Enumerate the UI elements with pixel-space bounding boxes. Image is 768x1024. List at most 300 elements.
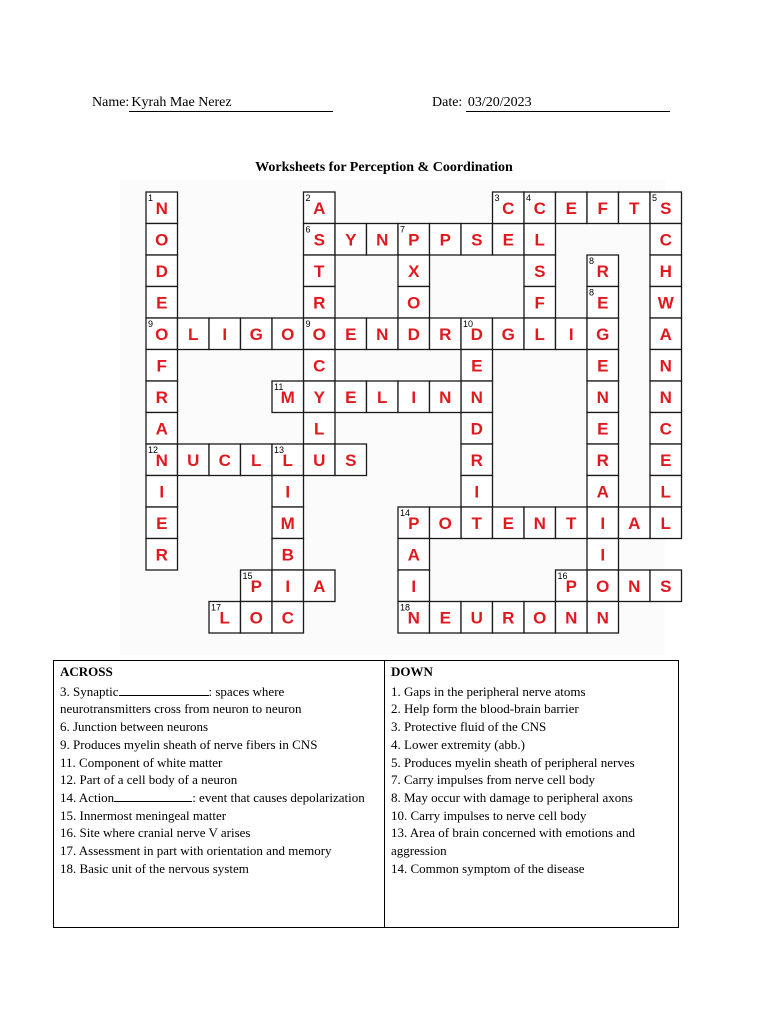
crossword-cell[interactable]: [461, 602, 493, 634]
crossword-cell[interactable]: [493, 507, 525, 539]
crossword-cell[interactable]: [556, 602, 588, 634]
crossword-cell[interactable]: [650, 255, 682, 287]
crossword-cell[interactable]: [367, 318, 399, 350]
cell-letter: E: [565, 198, 577, 218]
cell-letter: U: [187, 450, 200, 470]
down-clue: [391, 807, 672, 825]
cell-letter: N: [155, 450, 168, 470]
crossword-cell[interactable]: [650, 381, 682, 413]
across-clue: [60, 789, 378, 807]
crossword-cell[interactable]: [304, 413, 336, 445]
cell-letter: L: [314, 419, 325, 439]
crossword-cell[interactable]: [461, 224, 493, 256]
crossword-cell[interactable]: [146, 444, 178, 476]
cell-letter: L: [188, 324, 199, 344]
crossword-cell[interactable]: [272, 476, 304, 508]
crossword-cell[interactable]: [650, 476, 682, 508]
crossword-cell[interactable]: [398, 318, 430, 350]
cell-letter: C: [659, 419, 672, 439]
clue-text: Component of white matter: [79, 754, 223, 770]
cell-letter: A: [628, 513, 641, 533]
crossword-cell[interactable]: [461, 476, 493, 508]
crossword-cell[interactable]: [587, 444, 619, 476]
crossword-cell[interactable]: [335, 381, 367, 413]
cell-letter: F: [534, 293, 545, 313]
clue-text: Produces myelin sheath of nerve fibers in CNS: [73, 736, 318, 752]
crossword-cell[interactable]: [146, 476, 178, 508]
clue-text-tail: : spaces where neurotransmitters cross from neuron to neuron: [60, 683, 302, 717]
cell-letter: H: [659, 261, 672, 281]
crossword-cell[interactable]: [461, 507, 493, 539]
crossword-cell[interactable]: [493, 224, 525, 256]
cell-letter: N: [659, 356, 672, 376]
cell-letter: E: [345, 324, 357, 344]
cell-letter: N: [659, 387, 672, 407]
crossword-cell[interactable]: [398, 255, 430, 287]
crossword-cell[interactable]: [272, 318, 304, 350]
cell-letter: I: [222, 324, 228, 344]
crossword-cell[interactable]: [493, 192, 525, 224]
crossword-cell[interactable]: [146, 255, 178, 287]
down-clue: [391, 824, 672, 859]
cell-number: 9: [305, 319, 311, 329]
cell-letter: S: [660, 576, 672, 596]
cell-letter: C: [281, 608, 294, 628]
cell-letter: E: [597, 356, 609, 376]
down-clue: [391, 860, 672, 878]
cell-letter: O: [438, 513, 452, 533]
clue-number: 1.: [391, 683, 404, 699]
crossword-cell[interactable]: [493, 318, 525, 350]
crossword-cell[interactable]: [272, 444, 304, 476]
cell-number: 10: [463, 319, 474, 329]
cell-letter: T: [629, 198, 640, 218]
cell-number: 1: [148, 193, 154, 203]
down-clue: [391, 754, 672, 772]
crossword-cell[interactable]: [146, 192, 178, 224]
cell-number: 13: [274, 445, 285, 455]
cell-letter: F: [597, 198, 608, 218]
cell-letter: I: [411, 387, 417, 407]
cell-letter: I: [159, 482, 165, 502]
cell-letter: G: [249, 324, 263, 344]
crossword-cell[interactable]: [430, 602, 462, 634]
crossword-cell[interactable]: [461, 350, 493, 382]
crossword-cell[interactable]: [650, 413, 682, 445]
cell-letter: N: [376, 230, 389, 250]
across-column: [54, 661, 385, 927]
crossword-cell[interactable]: [398, 570, 430, 602]
down-clue: [391, 700, 672, 718]
cell-letter: N: [533, 513, 546, 533]
cell-letter: X: [408, 261, 420, 281]
crossword-cell[interactable]: [272, 570, 304, 602]
cell-letter: L: [660, 482, 671, 502]
cell-letter: O: [155, 230, 169, 250]
cell-letter: A: [407, 545, 420, 565]
crossword-cell[interactable]: [146, 224, 178, 256]
cell-letter: M: [280, 387, 295, 407]
cell-letter: U: [313, 450, 326, 470]
cell-letter: S: [660, 198, 672, 218]
crossword-cell[interactable]: [398, 507, 430, 539]
cell-number: 6: [305, 224, 311, 235]
crossword-cell[interactable]: [304, 570, 336, 602]
crossword-cell[interactable]: [650, 287, 682, 319]
crossword-cell[interactable]: [461, 444, 493, 476]
cell-letter: N: [439, 387, 452, 407]
crossword-cell[interactable]: [398, 539, 430, 571]
cell-number: 3: [494, 193, 500, 203]
cell-letter: O: [281, 324, 295, 344]
cell-letter: M: [280, 513, 295, 533]
cell-letter: L: [219, 608, 230, 628]
crossword-cell[interactable]: [650, 507, 682, 539]
clue-number: 6.: [60, 719, 73, 735]
down-heading: DOWN: [391, 664, 433, 679]
crossword-cell[interactable]: [335, 224, 367, 256]
cell-letter: O: [596, 576, 610, 596]
cell-letter: I: [600, 545, 606, 565]
crossword-cell[interactable]: [241, 570, 273, 602]
cell-letter: R: [502, 608, 515, 628]
cell-letter: N: [596, 387, 609, 407]
crossword-cell[interactable]: [556, 318, 588, 350]
date-line: [432, 95, 670, 112]
cell-letter: I: [474, 482, 480, 502]
crossword-cell[interactable]: [398, 381, 430, 413]
cell-number: 9: [148, 319, 154, 329]
name-field[interactable]: Kyrah Mae Nerez: [129, 95, 333, 112]
cell-letter: R: [313, 293, 326, 313]
crossword-cell[interactable]: [587, 602, 619, 634]
crossword-cell[interactable]: [587, 507, 619, 539]
cell-letter: R: [596, 261, 609, 281]
cell-letter: G: [501, 324, 515, 344]
crossword-area: [120, 180, 674, 655]
down-clue: [391, 771, 672, 789]
crossword-cell[interactable]: [241, 444, 273, 476]
crossword-cell[interactable]: [304, 224, 336, 256]
cell-number: 14: [400, 508, 411, 518]
crossword-cell[interactable]: [430, 381, 462, 413]
clue-number: 18.: [60, 860, 80, 876]
crossword-cell[interactable]: [619, 507, 651, 539]
cell-letter: R: [155, 545, 168, 565]
cell-number: 12: [148, 445, 159, 455]
cell-letter: P: [565, 576, 577, 596]
crossword-cell[interactable]: [178, 318, 210, 350]
cell-letter: P: [408, 513, 420, 533]
clue-number: 17.: [60, 843, 79, 859]
cell-letter: N: [596, 608, 609, 628]
crossword-cell[interactable]: [556, 507, 588, 539]
crossword-cell[interactable]: [461, 318, 493, 350]
cell-letter: D: [470, 419, 483, 439]
crossword-cell[interactable]: [146, 507, 178, 539]
crossword-cell[interactable]: [304, 350, 336, 382]
clue-text: Part of a cell body of a neuron: [79, 772, 238, 788]
clue-number: 14.: [391, 860, 411, 876]
cell-letter: E: [156, 293, 168, 313]
cell-number: 17: [211, 602, 222, 613]
crossword-cell[interactable]: [587, 539, 619, 571]
crossword-cell[interactable]: [461, 413, 493, 445]
across-clue: [60, 754, 378, 772]
clue-text: Synaptic: [73, 683, 119, 699]
clue-text: Area of brain concerned with emotions and aggression: [391, 825, 636, 859]
crossword-cell[interactable]: [430, 507, 462, 539]
cell-letter: L: [534, 324, 545, 344]
crossword-cell[interactable]: [650, 224, 682, 256]
cell-letter: I: [285, 576, 291, 596]
cell-letter: I: [568, 324, 574, 344]
crossword-cell[interactable]: [524, 507, 556, 539]
clue-text: Common symptom of the disease: [410, 860, 585, 876]
crossword-cell[interactable]: [209, 602, 241, 634]
cell-letter: E: [156, 513, 168, 533]
cell-letter: N: [376, 324, 389, 344]
cell-letter: O: [249, 608, 263, 628]
clue-number: 12.: [60, 772, 80, 788]
crossword-cell[interactable]: [556, 570, 588, 602]
crossword-cell[interactable]: [650, 192, 682, 224]
down-column: [385, 661, 678, 927]
cell-number: 11: [274, 382, 284, 392]
cell-letter: S: [471, 230, 483, 250]
clue-number: 2.: [391, 701, 404, 717]
crossword-cell[interactable]: [304, 287, 336, 319]
across-clue: [60, 824, 378, 842]
cell-letter: N: [155, 198, 168, 218]
clue-text: Junction between neurons: [73, 719, 209, 735]
clue-text: Assessment in part with orientation and memory: [78, 843, 332, 859]
cell-letter: S: [345, 450, 357, 470]
cell-letter: R: [155, 387, 168, 407]
cell-letter: C: [313, 356, 326, 376]
crossword-cell[interactable]: [272, 507, 304, 539]
crossword-cell[interactable]: [398, 224, 430, 256]
crossword-cell[interactable]: [398, 287, 430, 319]
crossword-cell[interactable]: [524, 192, 556, 224]
clue-number: 3.: [391, 719, 404, 735]
clue-number: 4.: [391, 736, 404, 752]
cell-letter: A: [155, 419, 168, 439]
clue-text: Help form the blood-brain barrier: [404, 701, 579, 717]
cell-letter: E: [345, 387, 357, 407]
crossword-cell[interactable]: [241, 318, 273, 350]
across-clue: [60, 736, 378, 754]
cell-letter: D: [470, 324, 483, 344]
crossword-cell[interactable]: [304, 318, 336, 350]
cell-letter: P: [439, 230, 451, 250]
cell-letter: B: [281, 545, 294, 565]
crossword-cell[interactable]: [146, 539, 178, 571]
crossword-cell[interactable]: [524, 602, 556, 634]
crossword-cell[interactable]: [587, 192, 619, 224]
cell-letter: E: [502, 230, 514, 250]
crossword-cell[interactable]: [146, 318, 178, 350]
cell-number: 15: [242, 571, 253, 581]
crossword-cell[interactable]: [650, 444, 682, 476]
crossword-cell[interactable]: [304, 192, 336, 224]
down-clue: [391, 718, 672, 736]
crossword-cell[interactable]: [335, 444, 367, 476]
cell-letter: C: [218, 450, 231, 470]
cell-letter: I: [285, 482, 291, 502]
clue-number: 9.: [60, 736, 73, 752]
down-clue: [391, 736, 672, 754]
crossword-cell[interactable]: [524, 224, 556, 256]
clue-text: Innermost meningeal matter: [79, 807, 227, 823]
crossword-cell[interactable]: [619, 570, 651, 602]
clue-number: 3.: [60, 683, 73, 699]
cell-number: 8: [589, 256, 595, 266]
cell-letter: N: [565, 608, 578, 628]
clue-number: 16.: [60, 825, 80, 841]
cell-letter: L: [282, 450, 293, 470]
cell-letter: A: [596, 482, 609, 502]
cell-letter: E: [660, 450, 672, 470]
across-clue: [60, 807, 378, 825]
crossword-cell[interactable]: [304, 381, 336, 413]
crossword-cell[interactable]: [587, 287, 619, 319]
across-clue: [60, 771, 378, 789]
crossword-cell[interactable]: [461, 381, 493, 413]
cell-letter: N: [470, 387, 483, 407]
crossword-cell[interactable]: [272, 381, 304, 413]
cell-letter: C: [659, 230, 672, 250]
cell-letter: T: [471, 513, 482, 533]
down-clue-list: [391, 683, 672, 878]
name-label: Name:: [92, 95, 130, 110]
cell-letter: I: [411, 576, 417, 596]
crossword-cell[interactable]: [146, 413, 178, 445]
cell-letter: L: [534, 230, 545, 250]
cell-letter: O: [312, 324, 326, 344]
cell-letter: C: [533, 198, 546, 218]
cell-letter: U: [470, 608, 483, 628]
answer-blank[interactable]: [114, 789, 192, 802]
cell-letter: F: [156, 356, 167, 376]
cell-letter: E: [502, 513, 514, 533]
crossword-cell[interactable]: [524, 255, 556, 287]
crossword-cell[interactable]: [272, 602, 304, 634]
down-clue: [391, 789, 672, 807]
crossword-cell[interactable]: [430, 318, 462, 350]
cell-letter: P: [250, 576, 262, 596]
clue-text: Carry impulses from nerve cell body: [404, 772, 595, 788]
crossword-cell[interactable]: [619, 192, 651, 224]
crossword-cell[interactable]: [587, 350, 619, 382]
cell-letter: A: [313, 576, 326, 596]
cell-letter: R: [439, 324, 452, 344]
cell-letter: R: [470, 450, 483, 470]
cell-number: 4: [526, 193, 532, 203]
crossword-cell[interactable]: [524, 287, 556, 319]
cell-letter: L: [660, 513, 671, 533]
clue-number: 11.: [60, 754, 80, 770]
crossword-cell[interactable]: [650, 318, 682, 350]
crossword-cell[interactable]: [304, 444, 336, 476]
cell-letter: P: [408, 230, 420, 250]
crossword-cell[interactable]: [493, 602, 525, 634]
crossword-cell[interactable]: [587, 413, 619, 445]
crossword-cell[interactable]: [430, 224, 462, 256]
cell-letter: W: [657, 293, 674, 313]
clue-number: 13.: [391, 825, 410, 841]
crossword-cell[interactable]: [209, 444, 241, 476]
worksheet-title: Worksheets for Perception & Coordination: [255, 160, 513, 175]
crossword-cell[interactable]: [587, 318, 619, 350]
cell-letter: A: [313, 198, 326, 218]
clues-table: [53, 660, 679, 928]
clue-number: 14.: [60, 789, 79, 805]
crossword-cell[interactable]: [398, 602, 430, 634]
cell-letter: E: [471, 356, 483, 376]
name-line: [92, 95, 333, 112]
date-label: Date:: [432, 95, 463, 110]
clue-text: Lower extremity (abb.): [404, 736, 525, 752]
cell-letter: D: [155, 261, 168, 281]
cell-number: 5: [652, 193, 658, 203]
clue-text-tail: : event that causes depolarization: [192, 789, 365, 805]
crossword-cell[interactable]: [556, 192, 588, 224]
across-clue: [60, 860, 378, 878]
cell-letter: O: [155, 324, 169, 344]
crossword-cell[interactable]: [587, 381, 619, 413]
cell-letter: R: [596, 450, 609, 470]
crossword-cell[interactable]: [524, 318, 556, 350]
cell-number: 2: [305, 193, 311, 203]
cell-letter: I: [600, 513, 606, 533]
crossword-cell[interactable]: [272, 539, 304, 571]
date-field[interactable]: 03/20/2023: [466, 95, 670, 112]
cell-number: 8: [589, 287, 595, 298]
clue-text: Carry impulses to nerve cell body: [410, 807, 587, 823]
crossword-cell[interactable]: [367, 224, 399, 256]
crossword-cell[interactable]: [650, 570, 682, 602]
cell-letter: A: [659, 324, 672, 344]
crossword-cell[interactable]: [335, 318, 367, 350]
crossword-cell[interactable]: [367, 381, 399, 413]
cell-letter: E: [597, 419, 609, 439]
clue-number: 10.: [391, 807, 411, 823]
cell-number: 18: [400, 602, 411, 613]
cell-letter: S: [313, 230, 325, 250]
across-clue-list: [60, 683, 378, 878]
crossword-cell[interactable]: [241, 602, 273, 634]
cell-letter: O: [533, 608, 547, 628]
clue-text: Site where cranial nerve V arises: [79, 825, 251, 841]
crossword-cell[interactable]: [146, 287, 178, 319]
cell-letter: N: [407, 608, 420, 628]
cell-number: 7: [400, 224, 406, 235]
answer-blank[interactable]: [119, 683, 209, 696]
crossword-cell[interactable]: [587, 476, 619, 508]
crossword-cell[interactable]: [209, 318, 241, 350]
crossword-cell[interactable]: [587, 255, 619, 287]
clue-number: 7.: [391, 772, 404, 788]
crossword-cell[interactable]: [178, 444, 210, 476]
cell-letter: G: [596, 324, 610, 344]
clue-text: Action: [78, 789, 115, 805]
crossword-cell[interactable]: [587, 570, 619, 602]
crossword-cell[interactable]: [650, 350, 682, 382]
crossword-cell[interactable]: [146, 381, 178, 413]
crossword-cell[interactable]: [146, 350, 178, 382]
crossword-cell[interactable]: [304, 255, 336, 287]
